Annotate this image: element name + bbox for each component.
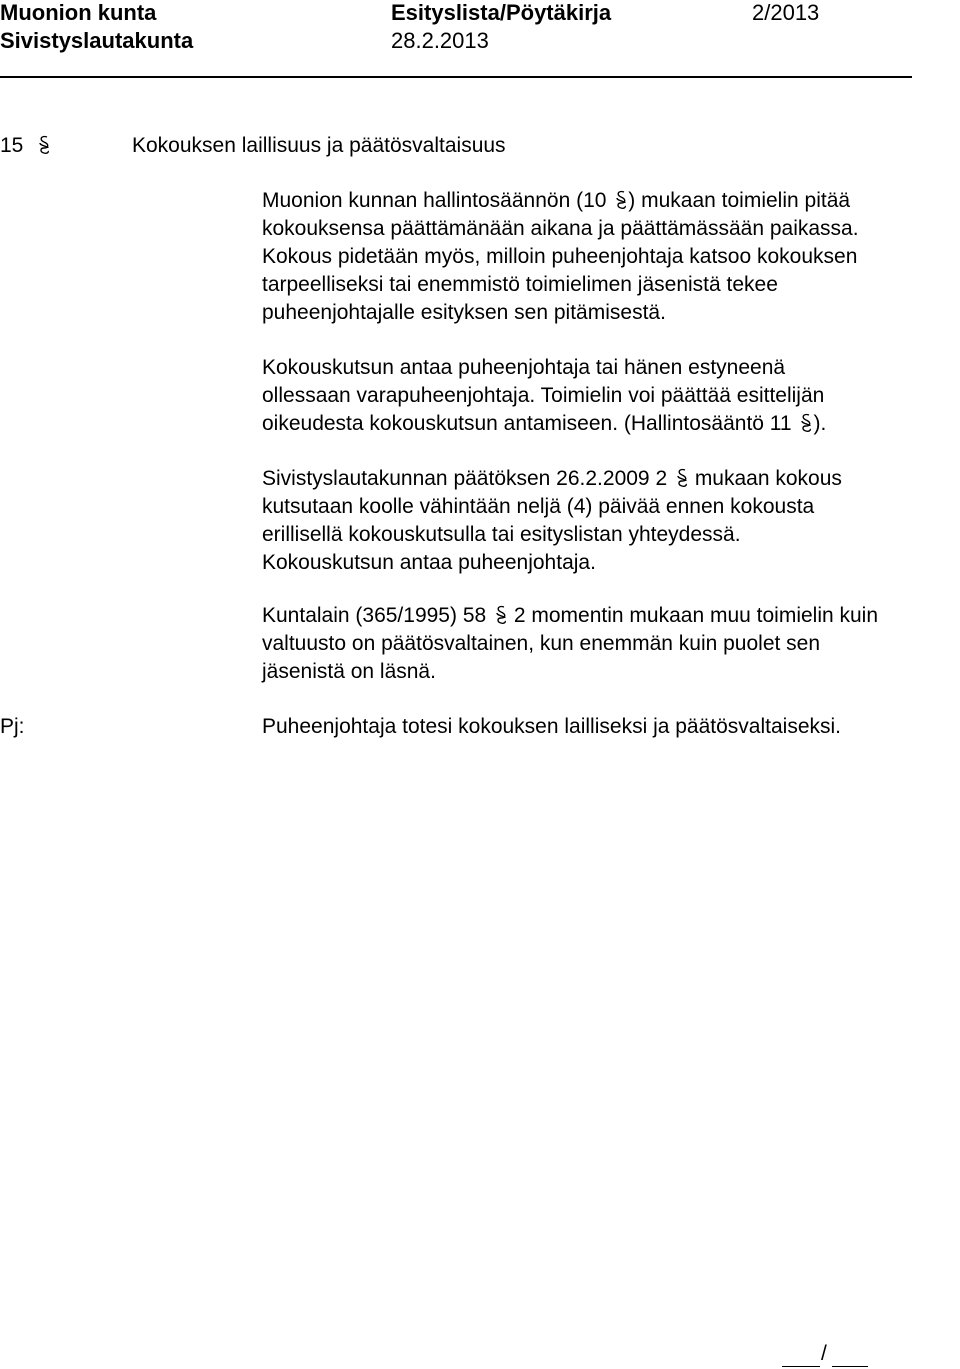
para3-line1-start: Sivistyslautakunnan päätöksen 26.2.2009 2 <box>262 467 668 490</box>
para1-line2: kokouksensa päättämänään aikana ja päättämässään paikassa. <box>262 217 859 240</box>
para3-line1-end: mukaan kokous <box>694 467 842 490</box>
para2-line3-start: oikeudesta kokouskutsun antamiseen. (Hallintosääntö 11 <box>262 412 792 435</box>
section-number <box>0 132 51 160</box>
para3-line1 <box>262 465 842 493</box>
para4-line1-start: Kuntalain (365/1995) 58 <box>262 604 487 627</box>
para1-line4: tarpeelliseksi tai enemmistö toimielimen jäsenistä tekee <box>262 273 778 296</box>
para4-line1 <box>262 602 878 630</box>
para2-line2: ollessaan varapuheenjohtaja. Toimielin voi päättää esittelijän <box>262 384 825 407</box>
para1-line5: puheenjohtajalle esityksen sen pitämisestä. <box>262 301 666 324</box>
para4-line3: jäsenistä on läsnä. <box>262 660 436 683</box>
para2-line3-end: ). <box>813 412 827 435</box>
board-name: Sivistyslautakunta <box>0 28 194 53</box>
section-sign-icon <box>37 134 51 156</box>
initials-line-right <box>832 1366 868 1367</box>
section-sign-icon <box>494 604 508 626</box>
para1-line1-start: Muonion kunnan hallintosäännön (10 <box>262 189 607 212</box>
header-divider <box>0 76 912 78</box>
para3-line4: Kokouskutsun antaa puheenjohtaja. <box>262 551 596 574</box>
para1-line1-end: ) mukaan toimielin pitää <box>628 189 851 212</box>
municipality-name: Muonion kunta <box>0 0 157 25</box>
initials-line-left <box>782 1366 820 1367</box>
para4-line1-end: 2 momentin mukaan muu toimielin kuin <box>513 604 879 627</box>
para1-line3: Kokous pidetään myös, milloin puheenjohtaja katsoo kokouksen <box>262 245 858 268</box>
decision-text: Puheenjohtaja totesi kokouksen lailliseksi ja päätösvaltaiseksi. <box>262 715 841 738</box>
initials-separator: / <box>821 1342 827 1365</box>
para1-line1 <box>262 187 850 215</box>
para2-line1: Kokouskutsun antaa puheenjohtaja tai hänen estyneenä <box>262 356 786 379</box>
document-number: 2/2013 <box>752 0 820 25</box>
section-sign-icon <box>799 412 813 434</box>
meeting-date: 28.2.2013 <box>391 28 489 53</box>
para4-line2: valtuusto on päätösvaltainen, kun enemmän kuin puolet sen <box>262 632 821 655</box>
section-sign-icon <box>614 189 628 211</box>
para3-line2: kutsutaan koolle vähintään neljä (4) päivää ennen kokousta <box>262 495 815 518</box>
section-title: Kokouksen laillisuus ja päätösvaltaisuus <box>132 134 506 157</box>
para2-line3 <box>262 410 826 438</box>
section-number-text: 15 <box>0 134 24 157</box>
document-type: Esityslista/Pöytäkirja <box>391 0 612 25</box>
decision-label: Pj: <box>0 715 25 738</box>
para3-line3: erillisellä kokouskutsulla tai esityslistan yhteydessä. <box>262 523 741 546</box>
section-sign-icon <box>675 467 689 489</box>
